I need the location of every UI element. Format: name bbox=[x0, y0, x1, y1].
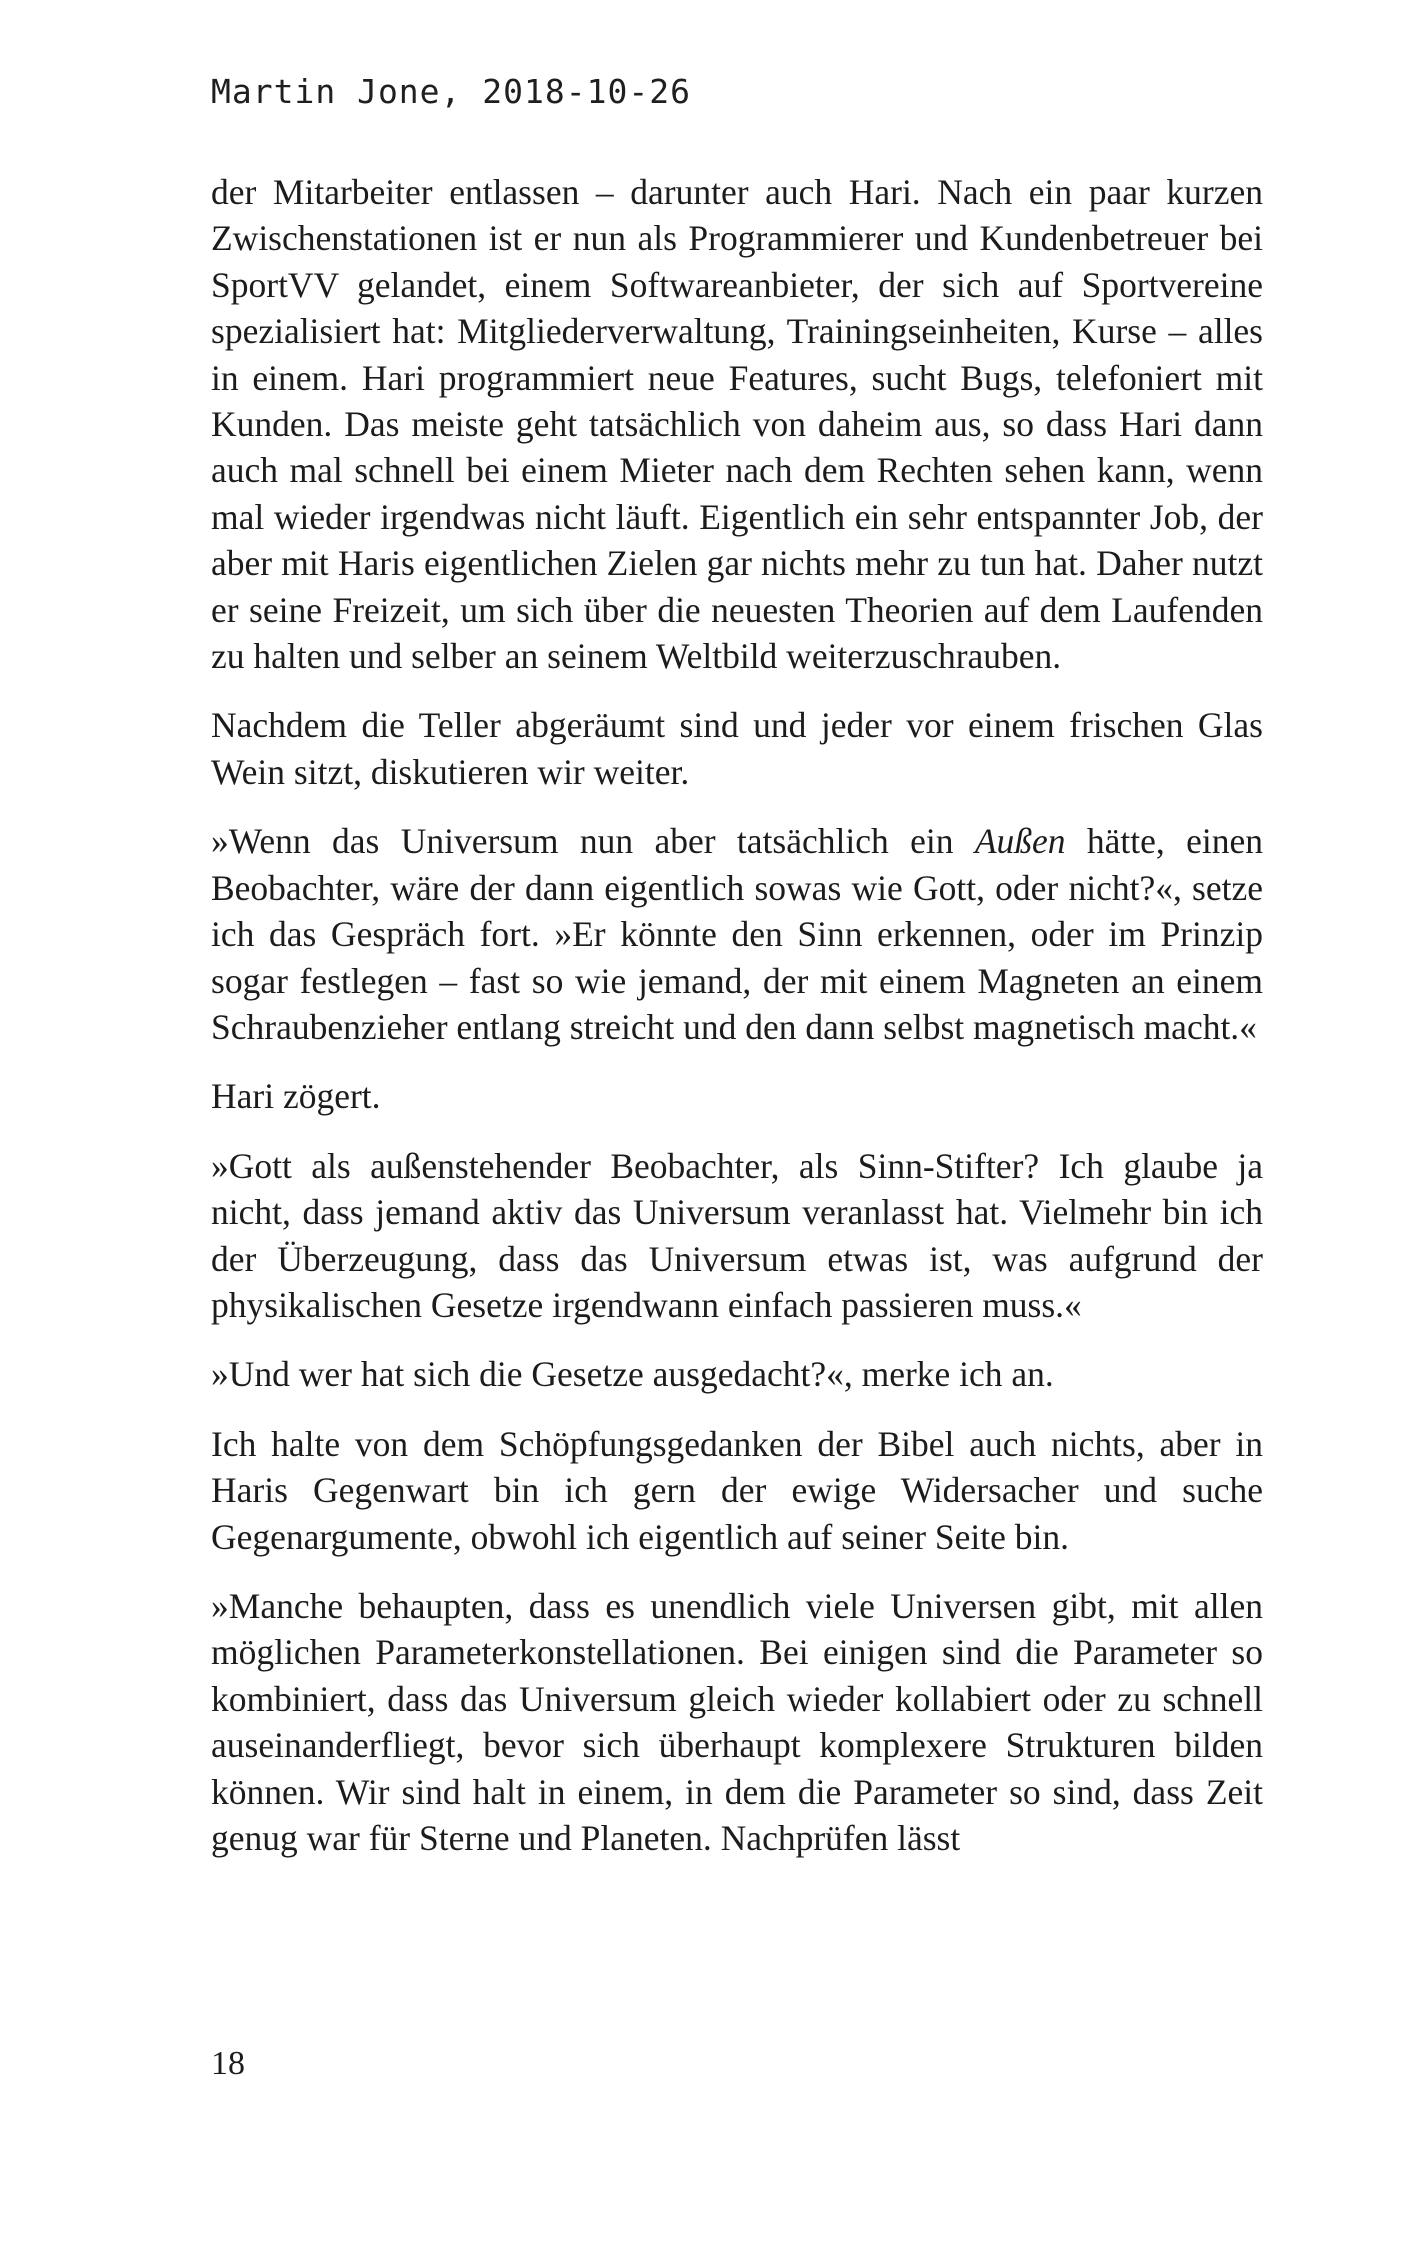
paragraph-2: Nachdem die Teller abgeräumt sind und jeder vor einem frischen Glas Wein sitzt, diskutieren wir weiter. bbox=[211, 705, 1263, 792]
paragraph-5: »Gott als außenstehender Beobachter, als Sinn-Stifter? Ich glaube ja nicht, dass jemand aktiv das Universum veranlasst hat. Vielmehr bin ich der Überzeugung, dass das Universum etwas ist, was aufgrund der physikalischen Gesetze irgendwann einfach passieren muss.« bbox=[211, 1145, 1263, 1325]
paragraph-8: »Manche behaupten, dass es unendlich viele Universen gibt, mit allen möglichen Parameterkonstellationen. Bei einigen sind die Parameter so kombiniert, dass das Universum gleich wieder kollabiert oder zu schnell auseinanderfliegt, bevor sich überhaupt komplexere Strukturen bilden können. Wir sind halt in einem, in dem die Parameter so sind, dass Zeit genug war für Sterne und Planeten. Nachprüfen lässt bbox=[211, 1585, 1263, 1858]
paragraph-4: Hari zögert. bbox=[211, 1076, 381, 1117]
body-text bbox=[211, 169, 1263, 1884]
running-header: Martin Jone, 2018-10-26 bbox=[211, 72, 691, 111]
paragraph-3: »Wenn das Universum nun aber tatsächlich ein Außen hätte, einen Beobachter, wäre der dann eigentlich sowas wie Gott, oder nicht?«, setze ich das Gespräch fort. »Er könnte den Sinn erkennen, oder im Prinzip sogar festlegen – fast so wie jemand, der mit einem Magneten an einem Schraubenzieher entlang streicht und den dann selbst magnetisch macht.« bbox=[211, 821, 1263, 1047]
paragraph-7: Ich halte von dem Schöpfungsgedanken der Bibel auch nichts, aber in Haris Gegenwart bin ich gern der ewige Widersacher und suche Gegenargumente, obwohl ich eigentlich auf seiner Seite bin. bbox=[211, 1423, 1263, 1557]
page-number: 18 bbox=[211, 2045, 245, 2082]
emphasis-aussen: Außen bbox=[974, 821, 1066, 862]
paragraph-6: »Und wer hat sich die Gesetze ausgedacht?«, merke ich an. bbox=[211, 1354, 1054, 1395]
paragraph-1: der Mitarbeiter entlassen – darunter auch Hari. Nach ein paar kurzen Zwischenstationen ist er nun als Programmierer und Kundenbetreuer bei SportVV gelandet, einem Softwareanbieter, der sich auf Sportvereine spezialisiert hat: Mitgliederverwaltung, Trainingseinheiten, Kurse – alles in einem. Hari programmiert neue Features, sucht Bugs, telefoniert mit Kunden. Das meiste geht tatsächlich von daheim aus, so dass Hari dann auch mal schnell bei einem Mieter nach dem Rechten sehen kann, wenn mal wieder irgendwas nicht läuft. Eigentlich ein sehr entspannter Job, der aber mit Haris eigentlichen Zielen gar nichts mehr zu tun hat. Daher nutzt er seine Freizeit, um sich über die neuesten Theorien auf dem Laufenden zu halten und selber an seinem Weltbild weiterzuschrauben. bbox=[211, 172, 1263, 677]
